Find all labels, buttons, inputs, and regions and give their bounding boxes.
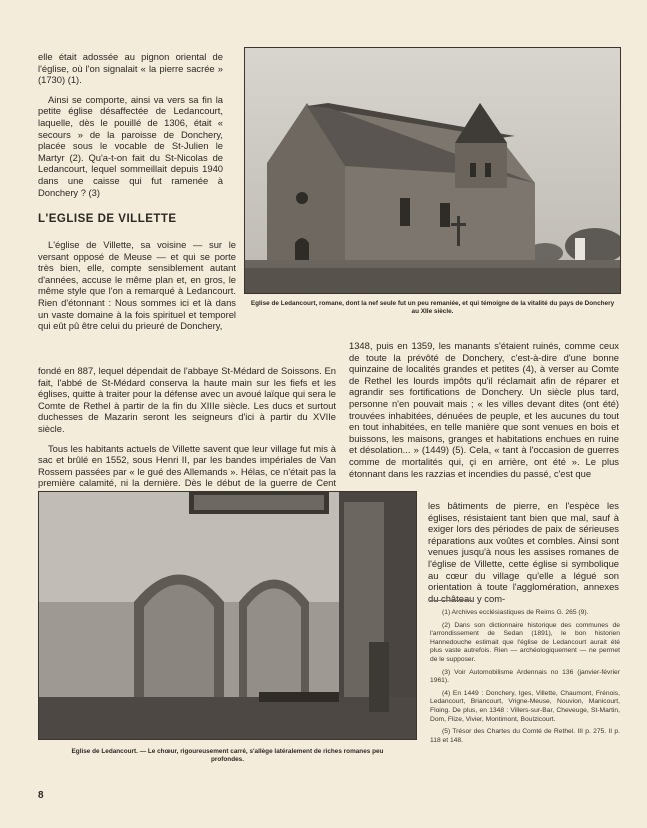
villette-paragraph-1: L'église de Villette, sa voisine — sur le versant opposé de Meuse — et qui se porte très bien, elle, compte sensiblement autant d'années, accuse le même plan et, en gros, le même style que l'on a remarqué à Ledancourt. Rien d'étonnant : Nous sommes ici et là dans un vaste domaine à la fois spirituel et temporel qui eût pû être celui du prieuré de Donchery,	[38, 239, 236, 332]
church-exterior-caption: Eglise de Ledancourt, romane, dont la nef seule fut un peu remaniée, et qui témoigne de la vitalité du pays de Donchery au XIIe siècle.	[250, 300, 615, 316]
right-column	[349, 340, 619, 487]
page-number: 8	[38, 790, 44, 801]
footnotes	[430, 600, 620, 749]
intro-column	[38, 51, 223, 206]
right-narrow-paragraph: les bâtiments de pierre, en l'espèce les églises, résistaient tant bien que mal, sauf à exiger lors des périodes de paix de sérieuses réparations aux voûtes et combles. Ainsi sont venues jusqu'à nous les assises romanes de l'église de Villette, cette église si symbolique au cœur du village qu'elle a légué son orientation à toute l'agglomération, annexes du château y com-	[428, 500, 619, 604]
choir-interior-illustration	[39, 492, 416, 739]
villette-paragraph-3: Tous les habitants actuels de Villette savent que leur village fut mis à sac et brûlé en 1552, sous Henri II, par les bandes impériales de Van Rossem passées par « le gué des Allemands ». Hélas, ce n'était pas la première calamité, ni la dernière. Dès le début de la guerre de Cent	[38, 442, 336, 489]
right-narrow-column	[428, 500, 619, 612]
footnote-2: (2) Dans son dictionnaire historique des communes de l'arrondissement de Sedan (1891), le bon historien Hannedouche estimait que l'église de Ledancourt aurait été plus vaste autrefois. Rien — archéologiquement — ne permet de le supposer.	[430, 621, 620, 663]
villette-paragraph-2: fondé en 887, lequel dépendait de l'abbaye St-Médard de Soissons. En fait, l'abbé de St-Médard conserva la haute main sur les fiefs et les églises, quitte à traiter pour la défense avec un avoué laïque qui sera le Comte de Rethel à partir de la fin du XIIIe siècle. Les ducs et surtout duchesses de Mazarin seront les seigneurs d'ici à partir du XVIIe siècle.	[38, 365, 336, 434]
intro-paragraph-1: elle était adossée au pignon oriental de l'église, où l'on signalait « la pierre sacrée » (1730) (1).	[38, 51, 223, 86]
footnote-5: (5) Trésor des Chartes du Comté de Rethel. III p. 275. II p. 118 et 148.	[430, 728, 620, 744]
footnote-3: (3) Voir Automobilisme Ardennais no 136 (janvier-février 1961).	[430, 668, 620, 685]
right-paragraph: 1348, puis en 1359, les manants s'étaient ruinés, comme ceux de toute la prévôté de Donchery, c'est-à-dire d'une bonne quinzaine de localités grandes et petites (4), à verser au Comte de Rethel les lourds impôts qu'il réclamait afin de réparer et agrandir ses fortifications de Donchery. Un siècle plus tard, personne n'en pouvait mais ; « les villes devant dites (ont été) trouvées inhabitées, dénuées de peuple, et les aucunes du tout en tout inhabitées, en telle manière que sont venues en bois et buissons, les maisons, granges et habitations enchues en ruine et désolation... » (1449) (5). Cela, « tant à l'occasion de guerres comme de mortalités qui, çi en arrière, ont été ». Le plus étonnant dans les razzias et incendies du passé, c'est que	[349, 340, 619, 479]
church-exterior-illustration	[245, 48, 620, 293]
footnote-1: (1) Archives ecclésiastiques de Reims G. 265 (9).	[442, 609, 589, 616]
intro-paragraph-2: Ainsi se comporte, ainsi va vers sa fin la petite église désaffectée de Ledancourt, laquelle, dès le pouillé de 1306, était « secours » de la paroisse de Donchery, placée sous le vocable de St-Julien le Martyr (2). Qu'a-t-on fait du St-Nicolas de Ledancourt, lequel sommeillait depuis 1940 dans une caisse qui fut ramenée à Donchery ? (3)	[38, 93, 223, 198]
narrow-column	[38, 239, 236, 340]
footnote-4: (4) En 1449 : Donchery, Iges, Villette, Chaumont, Frénois, Ledancourt, Briancourt, Vrigne-Meuse, Nouvion, Manicourt, Floing. De plus, en 1348 : Villers-sur-Bar, Cheveuge, St-Martin, Dom, Flize, Vivier, Montimont, Boulzicourt.	[430, 689, 620, 723]
wide-column	[38, 365, 336, 509]
choir-interior-caption: Eglise de Ledancourt. — Le chœur, rigoureusement carré, s'allège latéralement de riches romanes peu profondes.	[71, 748, 384, 764]
footnote-rule	[430, 600, 472, 601]
section-heading: L'EGLISE DE VILLETTE	[38, 213, 177, 225]
church-exterior-photo	[244, 47, 621, 294]
choir-interior-photo	[38, 491, 417, 740]
